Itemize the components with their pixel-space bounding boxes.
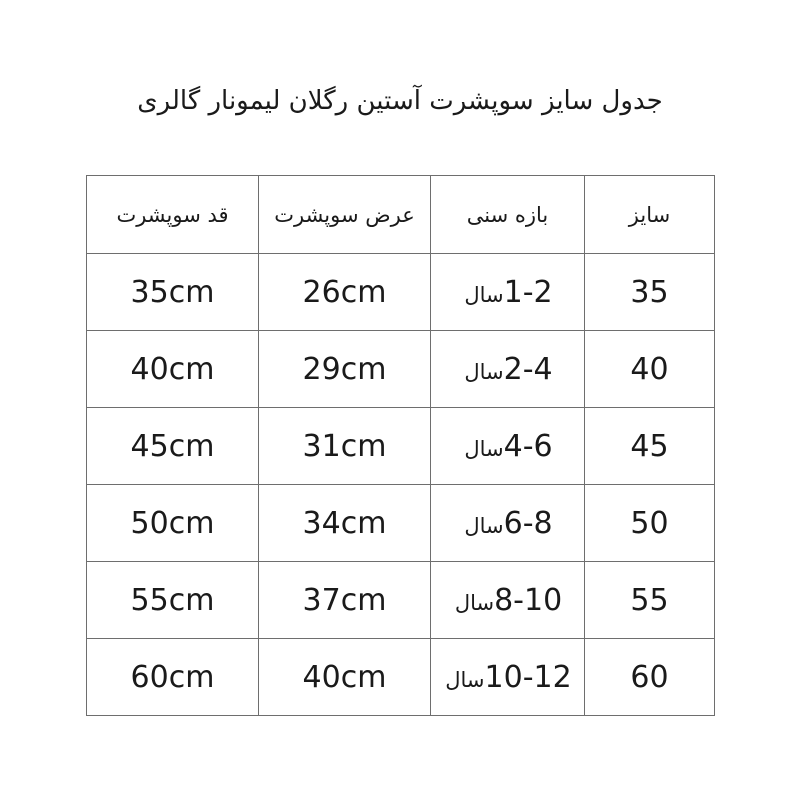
cell-width: 26cm (259, 254, 431, 331)
table-row (87, 408, 715, 485)
table-row (87, 254, 715, 331)
age-range-value: 2-4 (503, 351, 553, 387)
table-row (87, 562, 715, 639)
table-row (87, 331, 715, 408)
table-row (87, 485, 715, 562)
age-range-value: 1-2 (503, 274, 553, 310)
cell-size: 50 (585, 485, 715, 562)
cell-age-range (431, 331, 585, 408)
cell-height: 35cm (87, 254, 259, 331)
size-chart-table (86, 175, 715, 716)
cell-age-range (431, 562, 585, 639)
age-unit: سال (464, 359, 504, 384)
header-size: سایز (585, 176, 715, 254)
age-range-value: 6-8 (503, 505, 553, 541)
age-unit: سال (464, 513, 504, 538)
cell-width: 31cm (259, 408, 431, 485)
cell-size: 35 (585, 254, 715, 331)
page-title: جدول سایز سوپشرت آستین رگلان لیمونار گالری (137, 86, 663, 116)
cell-size: 60 (585, 639, 715, 716)
cell-size: 55 (585, 562, 715, 639)
age-unit: سال (454, 590, 495, 615)
cell-width: 40cm (259, 639, 431, 716)
cell-size: 40 (585, 331, 715, 408)
cell-width: 29cm (259, 331, 431, 408)
cell-age-range (431, 485, 585, 562)
header-width: عرض سوپشرت (259, 176, 431, 254)
age-unit: سال (464, 282, 504, 307)
cell-age-range (431, 254, 585, 331)
age-unit: سال (445, 667, 485, 692)
age-range-value: 10-12 (484, 659, 572, 695)
age-unit: سال (464, 436, 504, 461)
age-range-value: 8-10 (494, 582, 563, 618)
cell-height: 40cm (87, 331, 259, 408)
cell-width: 37cm (259, 562, 431, 639)
cell-width: 34cm (259, 485, 431, 562)
cell-height: 55cm (87, 562, 259, 639)
cell-height: 45cm (87, 408, 259, 485)
cell-height: 60cm (87, 639, 259, 716)
cell-size: 45 (585, 408, 715, 485)
age-range-value: 4-6 (503, 428, 553, 464)
table-header-row (87, 176, 715, 254)
cell-height: 50cm (87, 485, 259, 562)
header-age-range: بازه سنی (431, 176, 585, 254)
header-height: قد سوپشرت (87, 176, 259, 254)
table-row (87, 639, 715, 716)
cell-age-range (431, 408, 585, 485)
cell-age-range (431, 639, 585, 716)
